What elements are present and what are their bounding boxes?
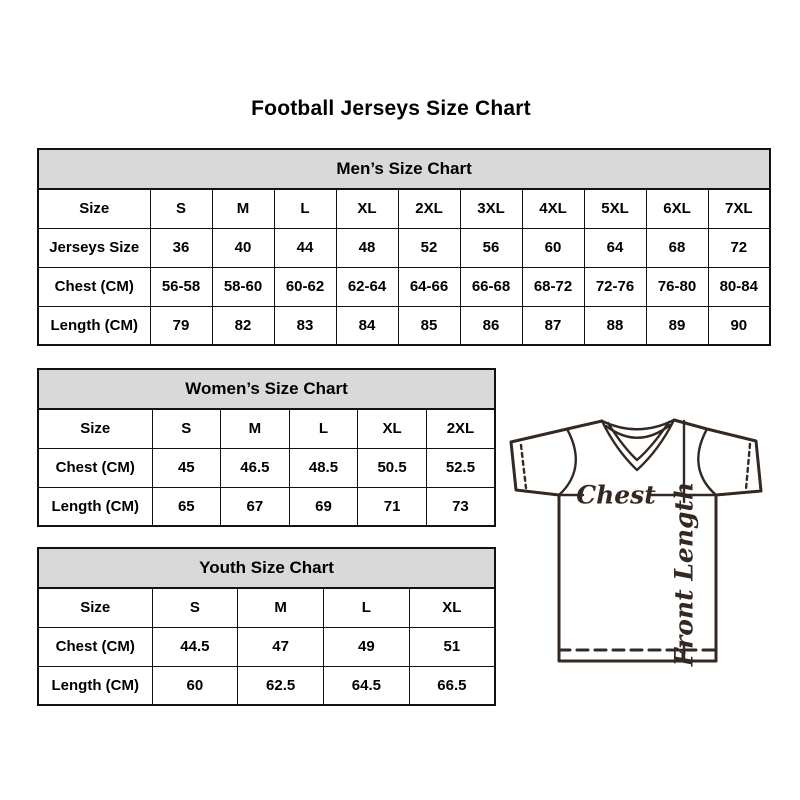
youth-size-table: [37, 547, 496, 706]
cell-value: 85: [398, 306, 460, 345]
size-row-label: Size: [38, 588, 152, 627]
cell-value: 49: [324, 627, 410, 666]
cell-value: 64: [584, 228, 646, 267]
cell-value: 89: [646, 306, 708, 345]
cell-value: 62.5: [238, 666, 324, 705]
cell-value: 48: [336, 228, 398, 267]
jersey-collar-outer-v: [602, 420, 674, 470]
cell-value: 44: [274, 228, 336, 267]
size-col-header: M: [212, 189, 274, 228]
cell-value: 68-72: [522, 267, 584, 306]
youth-table-title: Youth Size Chart: [38, 548, 495, 588]
cell-value: 83: [274, 306, 336, 345]
size-col-header: S: [152, 409, 221, 448]
cell-value: 60: [152, 666, 238, 705]
jersey-collar-back-arc: [602, 420, 674, 429]
size-col-header: L: [274, 189, 336, 228]
cell-value: 48.5: [289, 448, 358, 487]
cell-value: 45: [152, 448, 221, 487]
size-col-header: 2XL: [398, 189, 460, 228]
women-table-title: Women’s Size Chart: [38, 369, 495, 409]
jersey-measurement-diagram: [504, 404, 772, 668]
cell-value: 66.5: [409, 666, 495, 705]
cell-value: 67: [221, 487, 290, 526]
size-col-header: 6XL: [646, 189, 708, 228]
row-label: Chest (CM): [38, 267, 150, 306]
mens-size-table: [37, 148, 771, 346]
size-row-label: Size: [38, 409, 152, 448]
cell-value: 68: [646, 228, 708, 267]
size-col-header: XL: [358, 409, 427, 448]
cell-value: 56-58: [150, 267, 212, 306]
cell-value: 65: [152, 487, 221, 526]
row-label: Jerseys Size: [38, 228, 150, 267]
womens-size-table: [37, 368, 496, 527]
cell-value: 47: [238, 627, 324, 666]
size-col-header: XL: [409, 588, 495, 627]
cell-value: 44.5: [152, 627, 238, 666]
jersey-right-seam: [698, 429, 716, 495]
cell-value: 51: [409, 627, 495, 666]
cell-value: 86: [460, 306, 522, 345]
row-label: Chest (CM): [38, 627, 152, 666]
cell-value: 72-76: [584, 267, 646, 306]
size-col-header: S: [152, 588, 238, 627]
front-length-label: Front Length: [669, 481, 699, 667]
cell-value: 60: [522, 228, 584, 267]
size-col-header: M: [221, 409, 290, 448]
chest-label: Chest: [576, 480, 656, 510]
cell-value: 52.5: [426, 448, 495, 487]
cell-value: 73: [426, 487, 495, 526]
cell-value: 82: [212, 306, 274, 345]
size-col-header: XL: [336, 189, 398, 228]
cell-value: 36: [150, 228, 212, 267]
row-label: Length (CM): [38, 666, 152, 705]
size-col-header: 7XL: [708, 189, 770, 228]
cell-value: 76-80: [646, 267, 708, 306]
cell-value: 71: [358, 487, 427, 526]
cell-value: 64-66: [398, 267, 460, 306]
cell-value: 84: [336, 306, 398, 345]
size-col-header: 4XL: [522, 189, 584, 228]
jersey-left-cuff-stitch: [521, 445, 526, 488]
size-col-header: S: [150, 189, 212, 228]
cell-value: 69: [289, 487, 358, 526]
jersey-diagram-svg: [504, 404, 772, 668]
size-row-label: Size: [38, 189, 150, 228]
cell-value: 80-84: [708, 267, 770, 306]
cell-value: 88: [584, 306, 646, 345]
size-col-header: 3XL: [460, 189, 522, 228]
size-col-header: L: [289, 409, 358, 448]
cell-value: 58-60: [212, 267, 274, 306]
cell-value: 62-64: [336, 267, 398, 306]
page-title: Football Jerseys Size Chart: [251, 97, 531, 120]
cell-value: 60-62: [274, 267, 336, 306]
jersey-left-seam: [559, 429, 576, 495]
cell-value: 72: [708, 228, 770, 267]
cell-value: 90: [708, 306, 770, 345]
row-label: Length (CM): [38, 306, 150, 345]
men-table-title: Men’s Size Chart: [38, 149, 770, 189]
row-label: Length (CM): [38, 487, 152, 526]
cell-value: 64.5: [324, 666, 410, 705]
cell-value: 66-68: [460, 267, 522, 306]
row-label: Chest (CM): [38, 448, 152, 487]
size-col-header: 2XL: [426, 409, 495, 448]
cell-value: 52: [398, 228, 460, 267]
cell-value: 50.5: [358, 448, 427, 487]
cell-value: 40: [212, 228, 274, 267]
size-col-header: 5XL: [584, 189, 646, 228]
jersey-right-cuff-stitch: [746, 444, 750, 489]
size-col-header: M: [238, 588, 324, 627]
cell-value: 46.5: [221, 448, 290, 487]
cell-value: 56: [460, 228, 522, 267]
size-col-header: L: [324, 588, 410, 627]
cell-value: 87: [522, 306, 584, 345]
cell-value: 79: [150, 306, 212, 345]
